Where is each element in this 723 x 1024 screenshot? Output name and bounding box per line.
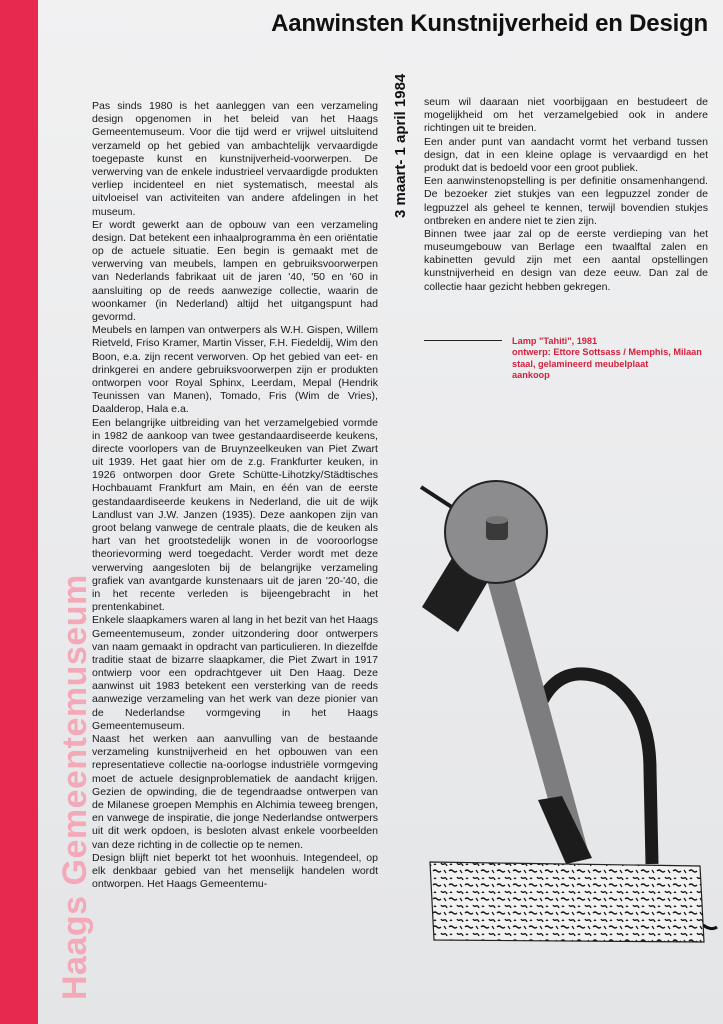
- knob-top: [486, 516, 508, 524]
- lamp-stem: [487, 570, 590, 864]
- paragraph: Binnen twee jaar zal op de eerste verdieping van het museumgebouw van Berlage een twaalftal zalen en kabinetten gevuld zijn met een aantal opstellingen kunstnijverheid en design van deze eeuw. Dan zal de collectie haar gezicht hebben gekregen.: [424, 227, 708, 293]
- paragraph: Een ander punt van aandacht vormt het verband tussen design, dat in een kleine oplage is vervaardigd en het produkt dat is bedoeld voor een groot publiek.: [424, 135, 708, 174]
- power-cord: [703, 925, 717, 929]
- paragraph: Meubels en lampen van ontwerpers als W.H. Gispen, Willem Rietveld, Friso Kramer, Martin Visser, F.H. Fiedeldij, Wim den Boon, e.a. zijn recent verworven. Op het gebied van eet- en drinkgerei en andere gebruiksvoorwerpen zijn er produkten ontworpen voor Royal Sphinx, Leerdam, Mepal (Hendrik Teunissen van Manen), Tomado, Fris (Wim de Vries), Daalderop, Hala e.a.: [92, 324, 378, 416]
- paragraph: Design blijft niet beperkt tot het woonhuis. Integendeel, op elk denkbaar gebied van het menselijk handelen wordt ontworpen. Het Haags Gemeentemu-: [92, 851, 378, 891]
- stem-shadow: [538, 796, 592, 864]
- lamp-base: [430, 862, 704, 942]
- museum-name-vertical: Haags Gemeentemuseum: [56, 574, 94, 1000]
- caption-line: aankoop: [512, 369, 550, 380]
- caption-line: staal, gelamineerd meubelplaat: [512, 358, 649, 369]
- paragraph: Een belangrijke uitbreiding van het verzamelgebied vormde in 1982 de aankoop van twee gestandaardiseerde keukens, directe voorlopers van de Bruynzeelkeuken van Piet Zwart uit 1939. Het gaat hier om de z.g. Frankfurter keuken, in 1926 ontworpen door Grete Schütte-Lihotzky/Städtisches Hochbauamt Frankfurt am Main, en één van de eerste gestandaardiseerde keukens in Nederland, die uit de wijk Landlust van J.W. Janzen (1935). Deze aankopen zijn van groot belang vanwege de centrale plaats, die de keuken als hart van het grootstedelijk wonen in de vooroorlogse theorievorming werd toegedacht. Verder wordt met deze verwerving aangesloten bij de belangrijke verzameling grafiek van avantgarde kunstenaars uit de jaren '20-'40, die in het recente verleden is bijeengebracht in het prentenkabinet.: [92, 416, 378, 614]
- paragraph: Naast het werken aan aanvulling van de bestaande verzameling kunstnijverheid en het opbouwen van een representatieve collectie na-oorlogse industriële vormgeving moet de actuele designproblematiek de aandacht krijgen. Gezien de opwinding, die de tegendraadse ontwerpen van de Milanese groepen Memphis en Alchimia teweeg brengen, en vanwege de inspiratie, die jonge Nederlandse ontwerpers uit dit werk opdoen, is besloten alvast enkele voorbeelden van deze richting in de collectie op te nemen.: [92, 733, 378, 851]
- paragraph: Enkele slaapkamers waren al lang in het bezit van het Haags Gemeentemuseum, zonder uitzondering door ontwerpers van naam gemaakt in opdracht van particulieren. In diezelfde traditie staat de bizarre slaapkamer, die Piet Zwart in 1917 ontwierp voor een opdrachtgever uit Den Haag. Deze aanwinst uit 1983 betekent een versterking van de reeds aanwezige verzameling van het werk van deze pionier van de Nederlandse vormgeving in het Haags Gemeentemuseum.: [92, 614, 378, 732]
- caption-line: ontwerp: Ettore Sottsass / Memphis, Milaan: [512, 347, 702, 358]
- paragraph: Pas sinds 1980 is het aanleggen van een verzameling design opgenomen in het beleid van het Haags Gemeentemuseum. Voor die tijd werd er vrijwel uitsluitend verzameld op het gebied van ambachtelijk vervaardigde toegepaste kunst en kunstnijverheid-voorwerpen. De verwerving van de enkele industrieel vervaardigde produkten verliep incidenteel en niet systematisch, meestal als uitvloeisel van activiteiten van andere afdelingen in het museum.: [92, 100, 378, 218]
- paragraph: Er wordt gewerkt aan de opbouw van een verzameling design. Dat betekent een inhaalprogramma èn een oriëntatie op de actuele situatie. Een begin is gemaakt met de verwerving van meubels, lampen en gebruiksvoorwerpen van Nederlands fabrikaat uit de jaren '40, '50 en '60 in aansluiting op de reeds aanwezige collectie, waarin de woonkamer (in Nederland) altijd het uitgangspunt had gevormd.: [92, 218, 378, 323]
- poster-title: Aanwinsten Kunstnijverheid en Design: [271, 10, 708, 37]
- exhibition-dates: 3 maart- 1 april 1984: [392, 73, 409, 218]
- caption-line: Lamp "Tahiti", 1981: [512, 336, 598, 346]
- paragraph: Een aanwinstenopstelling is per definitie onsamenhangend. De bezoeker ziet stukjes van een legpuzzel zonder de legpuzzel als geheel te kennen, terwijl bovendien stukjes ontbreken en andere niet te zien zijn.: [424, 175, 708, 227]
- paragraph: seum wil daaraan niet voorbijgaan en bestudeert de mogelijkheid om het verzamelgebied ook in andere richtingen uit te breiden.: [424, 96, 708, 135]
